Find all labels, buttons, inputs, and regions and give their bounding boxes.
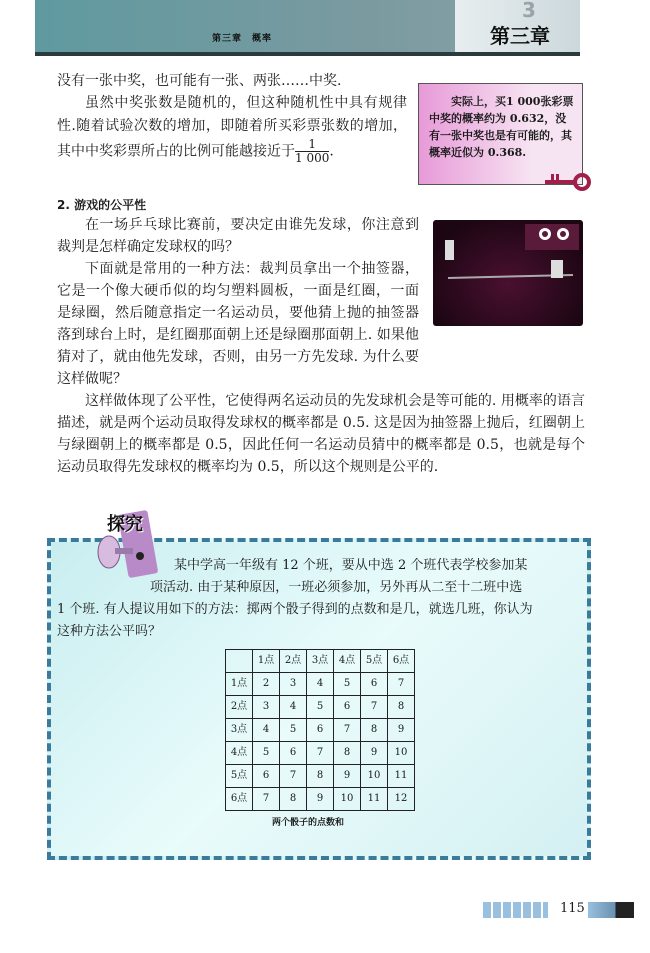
table-cell: 11 — [361, 788, 388, 811]
period: . — [329, 143, 334, 160]
table-cell: 3 — [280, 673, 307, 696]
table-cell: 9 — [361, 742, 388, 765]
table-cell: 1点 — [226, 673, 253, 696]
table-cell: 12 — [388, 788, 415, 811]
table-cell: 9 — [334, 765, 361, 788]
table-cell: 1点 — [253, 650, 280, 673]
table-row — [226, 696, 415, 719]
table-cell: 6点 — [388, 650, 415, 673]
explore-text-line: 1 个班. 有人提议用如下的方法：掷两个骰子得到的点数和是几，就选几班，你认为 — [57, 602, 533, 617]
section-heading: 2. 游戏的公平性 — [57, 198, 147, 212]
table-cell: 5点 — [361, 650, 388, 673]
explore-badge-label: 探究 — [107, 514, 143, 535]
table-cell: 2点 — [226, 696, 253, 719]
table-cell: 3点 — [307, 650, 334, 673]
table-cell: 5 — [307, 696, 334, 719]
fraction-numerator: 1 — [295, 138, 329, 152]
table-cell: 3 — [253, 696, 280, 719]
chapter-title: 第三章 — [490, 24, 550, 48]
table-cell: 6点 — [226, 788, 253, 811]
table-cell: 10 — [388, 742, 415, 765]
paragraph: 没有一张中奖，也可能有一张、两张……中奖. — [57, 73, 342, 89]
table-row — [226, 719, 415, 742]
table-cell: 10 — [361, 765, 388, 788]
running-header: 第三章 概率 — [212, 34, 273, 44]
table-cell: 7 — [280, 765, 307, 788]
table-row — [226, 742, 415, 765]
intro-text — [57, 70, 407, 165]
table-cell: 4 — [253, 719, 280, 742]
table-cell: 6 — [307, 719, 334, 742]
table-cell: 8 — [388, 696, 415, 719]
table-cell — [226, 650, 253, 673]
table-cell: 5点 — [226, 765, 253, 788]
explore-content — [57, 555, 583, 829]
table-cell: 10 — [334, 788, 361, 811]
table-cell: 7 — [361, 696, 388, 719]
photo-illustration — [433, 220, 583, 326]
table-header-row — [226, 650, 415, 673]
table-cell: 5 — [280, 719, 307, 742]
explore-text-line: 项活动. 由于某种原因，一班必须参加，另外再从二至十二班中选 — [150, 580, 523, 595]
table-cell: 6 — [334, 696, 361, 719]
explore-text-line: 某中学高一年级有 12 个班，要从中选 2 个班代表学校参加某 — [174, 558, 528, 573]
table-cell: 9 — [388, 719, 415, 742]
table-cell: 7 — [253, 788, 280, 811]
table-row — [226, 788, 415, 811]
footer-decoration — [483, 902, 548, 918]
table-cell: 2 — [253, 673, 280, 696]
table-row — [226, 673, 415, 696]
table-cell: 5 — [334, 673, 361, 696]
footer-decoration — [588, 902, 634, 918]
paragraph: 下面就是常用的一种方法：裁判员拿出一个抽签器，它是一个像大硬币似的均匀塑料圆板，一面是红圈，一面是绿圈，然后随意指定一名运动员，要他猜上抛的抽签器落到球台上时，是红圈那面朝上还是绿圈那面朝上. 如果他猜对了，就由他先发球，否则，由另一方先发球. 为什么要这样做呢？ — [57, 261, 419, 387]
table-cell: 6 — [280, 742, 307, 765]
fraction — [295, 138, 329, 165]
paragraph — [57, 92, 407, 165]
table-cell: 3点 — [226, 719, 253, 742]
table-cell: 6 — [361, 673, 388, 696]
table-cell: 7 — [388, 673, 415, 696]
key-icon — [545, 172, 591, 192]
table-cell: 7 — [307, 742, 334, 765]
explore-text-line: 这种方法公平吗？ — [57, 624, 162, 639]
page-number: 115 — [560, 901, 585, 916]
sidenote-box — [418, 83, 583, 185]
table-cell: 7 — [334, 719, 361, 742]
table-cell: 4点 — [334, 650, 361, 673]
table-cell: 8 — [334, 742, 361, 765]
table-cell: 5 — [253, 742, 280, 765]
paragraph: 这样做体现了公平性，它使得两名运动员的先发球机会是等可能的. 用概率的语言描述，就是两个运动员取得发球权的概率都是 0.5. 这是因为抽签器上抛后，红圈朝上与绿圈朝上的概率都是 0.5，因此任何一名运动员猜中的概率都是 0.5，也就是每个运动员取得先发球权的概率均为 0.5，所以这个规则是公平的. — [57, 393, 585, 475]
table-cell: 6 — [253, 765, 280, 788]
chapter-numeral: 3 — [522, 0, 536, 22]
table-tennis-photo — [433, 220, 583, 326]
table-cell: 4 — [307, 673, 334, 696]
paragraph-text: 虽然中奖张数是随机的，但这种随机性中具有规律性.随着试验次数的增加，即随着所买彩票张数的增加，其中中奖彩票所占的比例可能越接近于 — [57, 95, 407, 160]
table-cell: 8 — [280, 788, 307, 811]
table-cell: 4点 — [226, 742, 253, 765]
dice-sum-table — [225, 649, 415, 811]
table-cell: 2点 — [280, 650, 307, 673]
table-cell: 8 — [307, 765, 334, 788]
fraction-denominator: 1 000 — [295, 151, 330, 165]
paragraph: 在一场乒乓球比赛前，要决定由谁先发球，你注意到裁判是怎样确定发球权的吗？ — [57, 217, 419, 255]
sidenote-text: 实际上，买1 000张彩票中奖的概率约为 0.632，没有一张中奖也是有可能的，其概率近似为 0.368. — [429, 95, 574, 159]
table-cell: 8 — [361, 719, 388, 742]
table-cell: 9 — [307, 788, 334, 811]
table-row — [226, 765, 415, 788]
table-cell: 11 — [388, 765, 415, 788]
table-caption: 两个骰子的点数和 — [272, 818, 345, 828]
table-cell: 4 — [280, 696, 307, 719]
